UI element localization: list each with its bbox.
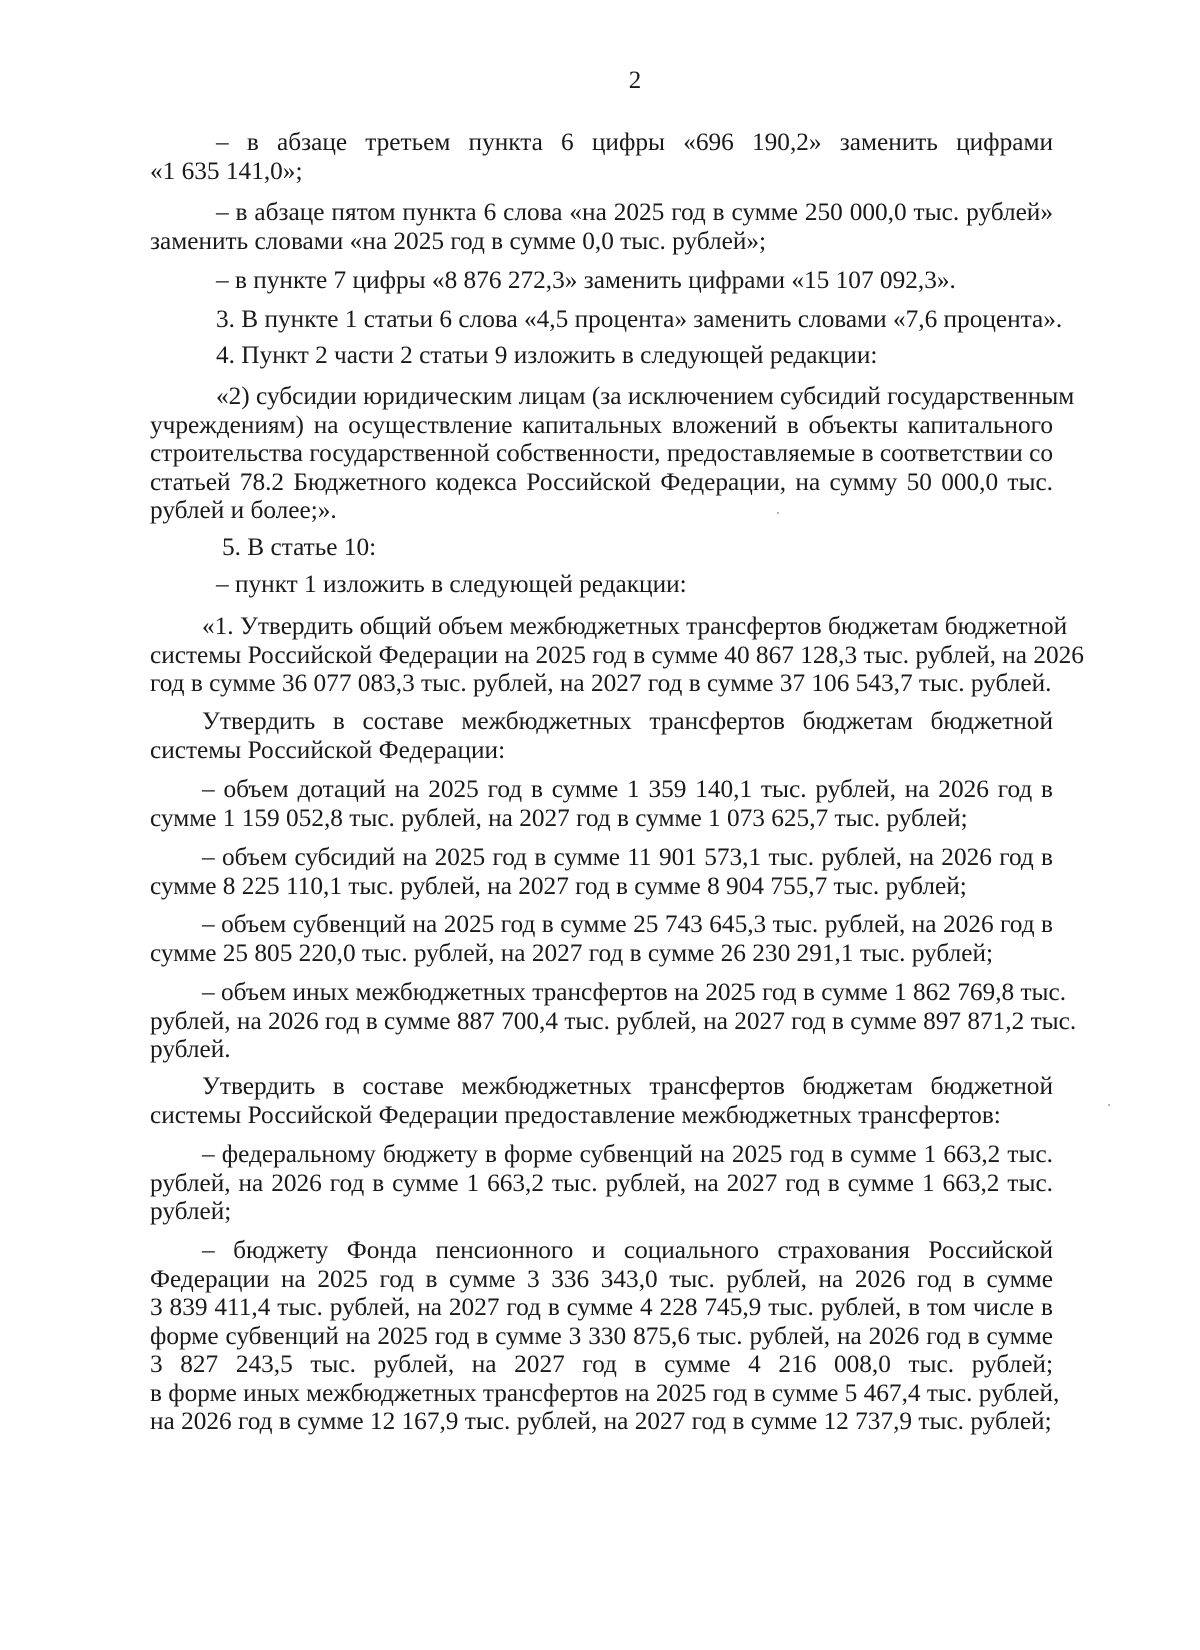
text-line: сумме 25 805 220,0 тыс. рублей, на 2027 год в сумме 26 230 291,1 тыс. рублей; bbox=[150, 938, 994, 967]
scan-artifact bbox=[777, 512, 779, 514]
text-line: учреждениям) на осуществление капитальных вложений в объекты капитального bbox=[150, 410, 1053, 439]
text-line: – в абзаце пятом пункта 6 слова «на 2025 год в сумме 250 000,0 тыс. рублей» bbox=[216, 198, 1053, 226]
text-line: 3 827 243,5 тыс. рублей, на 2027 год в сумме 4 216 008,0 тыс. рублей; bbox=[150, 1350, 1053, 1378]
text-line: рублей, на 2026 год в сумме 1 663,2 тыс. рублей, на 2027 год в сумме 1 663,2 тыс. bbox=[150, 1168, 1053, 1197]
text-line: рублей; bbox=[150, 1197, 232, 1225]
text-line: – объем субвенций на 2025 год в сумме 25 743 645,3 тыс. рублей, на 2026 год в bbox=[202, 910, 1053, 938]
text-line: – федеральному бюджету в форме субвенций на 2025 год в сумме 1 663,2 тыс. bbox=[202, 1140, 1053, 1168]
page-number: 2 bbox=[628, 67, 642, 94]
text-line: сумме 8 225 110,1 тыс. рублей, на 2027 год в сумме 8 904 755,7 тыс. рублей; bbox=[150, 871, 967, 900]
paragraph-amend-point7 bbox=[216, 266, 1056, 295]
text-line: в форме иных межбюджетных трансфертов на 2025 год в сумме 5 467,4 тыс. рублей, bbox=[150, 1378, 1060, 1407]
text-line: «1. Утвердить общий объем межбюджетных трансфертов бюджетам бюджетной bbox=[202, 612, 1068, 640]
text-line: «1 635 141,0»; bbox=[150, 156, 303, 185]
text-line: рублей. bbox=[150, 1035, 231, 1063]
text-line: 3. В пункте 1 статьи 6 слова «4,5 процента» заменить словами «7,6 процента». bbox=[216, 305, 1063, 333]
paragraph-subsidies-quote bbox=[150, 382, 1075, 525]
text-line: 3 839 411,4 тыс. рублей, на 2027 год в сумме 4 228 745,9 тыс. рублей, в том числе в bbox=[150, 1293, 1053, 1321]
text-line: Федерации на 2025 год в сумме 3 336 343,0 тыс. рублей, на 2026 год в сумме bbox=[150, 1264, 1053, 1293]
text-line: – бюджету Фонда пенсионного и социального страхования Российской bbox=[202, 1236, 1053, 1264]
text-line: «2) субсидии юридическим лицам (за исключением субсидий государственным bbox=[216, 382, 1075, 410]
text-line: строительства государственной собственности, предоставляемые в соответствии со bbox=[150, 439, 1053, 467]
text-line: 4. Пункт 2 части 2 статьи 9 изложить в следующей редакции: bbox=[216, 341, 878, 369]
text-line: на 2026 год в сумме 12 167,9 тыс. рублей, на 2027 год в сумме 12 737,9 тыс. рублей; bbox=[150, 1407, 1052, 1435]
paragraph-item-3 bbox=[216, 305, 1063, 334]
paragraph-approve-provision bbox=[150, 1072, 1053, 1129]
text-line: рублей и более;». bbox=[150, 496, 337, 524]
paragraph-item-5 bbox=[222, 533, 822, 562]
text-line: сумме 1 159 052,8 тыс. рублей, на 2027 год в сумме 1 073 625,7 тыс. рублей; bbox=[150, 803, 968, 832]
text-line: системы Российской Федерации: bbox=[150, 735, 506, 764]
text-line: Утвердить в составе межбюджетных трансфертов бюджетам бюджетной bbox=[202, 707, 1053, 735]
paragraph-total-transfers bbox=[150, 612, 1084, 698]
text-line: форме субвенций на 2025 год в сумме 3 330 875,6 тыс. рублей, на 2026 год в сумме bbox=[150, 1321, 1053, 1350]
scan-artifact bbox=[1108, 1104, 1110, 1106]
text-line: – объем субсидий на 2025 год в сумме 11 901 573,1 тыс. рублей, на 2026 год в bbox=[202, 843, 1053, 871]
text-line: – объем дотаций на 2025 год в сумме 1 359 140,1 тыс. рублей, на 2026 год в bbox=[202, 775, 1053, 803]
text-line: год в сумме 36 077 083,3 тыс. рублей, на 2027 год в сумме 37 106 543,7 тыс. рублей. bbox=[150, 669, 1052, 697]
text-line: системы Российской Федерации на 2025 год в сумме 40 867 128,3 тыс. рублей, на 2026 bbox=[150, 640, 1084, 669]
paragraph-subventions bbox=[150, 910, 1053, 967]
text-line: Утвердить в составе межбюджетных трансфертов бюджетам бюджетной bbox=[202, 1072, 1053, 1100]
paragraph-item-4 bbox=[216, 341, 1056, 370]
text-line: заменить словами «на 2025 год в сумме 0,0 тыс. рублей»; bbox=[150, 226, 767, 255]
paragraph-approve-composition bbox=[150, 707, 1053, 764]
text-line: 5. В статье 10: bbox=[222, 533, 377, 561]
paragraph-dotations bbox=[150, 775, 1053, 832]
paragraph-federal-budget bbox=[150, 1140, 1053, 1226]
text-line: статьей 78.2 Бюджетного кодекса Российской Федерации, на сумму 50 000,0 тыс. bbox=[150, 467, 1053, 496]
paragraph-amend-point6-para5 bbox=[150, 198, 1053, 255]
paragraph-pension-fund bbox=[150, 1236, 1060, 1436]
paragraph-other-transfers bbox=[150, 978, 1077, 1064]
text-line: – в абзаце третьем пункта 6 цифры «696 190,2» заменить цифрами bbox=[216, 128, 1053, 156]
paragraph-point1-intro bbox=[216, 570, 816, 599]
paragraph-subsidies bbox=[150, 843, 1053, 900]
text-line: – объем иных межбюджетных трансфертов на 2025 год в сумме 1 862 769,8 тыс. bbox=[202, 978, 1067, 1006]
text-line: системы Российской Федерации предоставление межбюджетных трансфертов: bbox=[150, 1100, 1001, 1129]
text-line: – в пункте 7 цифры «8 876 272,3» заменить цифрами «15 107 092,3». bbox=[216, 266, 956, 294]
paragraph-amend-point6-para3 bbox=[150, 128, 1053, 185]
text-line: рублей, на 2026 год в сумме 887 700,4 тыс. рублей, на 2027 год в сумме 897 871,2 тыс. bbox=[150, 1006, 1077, 1035]
text-line: – пункт 1 изложить в следующей редакции: bbox=[216, 570, 687, 598]
